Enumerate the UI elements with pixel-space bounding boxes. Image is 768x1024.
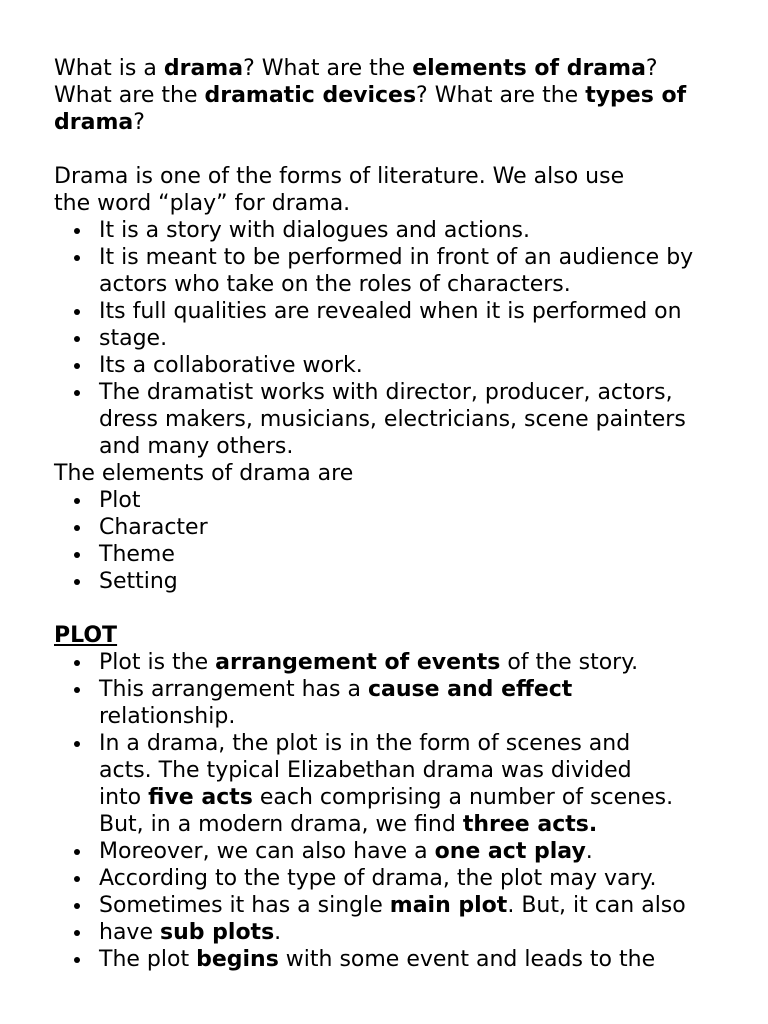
text: Sometimes it has a single [99, 893, 390, 918]
text: with some event and leads to the [278, 947, 656, 972]
list-item [99, 649, 754, 676]
elements-intro: The elements of drama are [54, 461, 354, 486]
bold-text: cause and effect [367, 677, 573, 702]
list-item [99, 919, 754, 946]
list-item [99, 217, 754, 244]
plot-list [54, 649, 754, 973]
list-item [99, 676, 754, 730]
text: have [99, 920, 160, 945]
text: What are the [54, 83, 205, 108]
bold-text: begins [196, 947, 279, 972]
list-item: According to the type of drama, the plot may vary. [99, 865, 754, 892]
text: . [274, 920, 282, 945]
text: relationship. [99, 704, 236, 729]
text: each comprising a number of scenes. [252, 785, 674, 810]
list-item: Setting [99, 568, 754, 595]
list-item [99, 325, 754, 352]
plot-heading: PLOT [54, 623, 118, 648]
text: But, in a modern drama, we find [99, 812, 463, 837]
text: The dramatist works with director, producer, actors, [99, 380, 673, 405]
text: actors who take on the roles of characters. [99, 272, 571, 297]
list-item [99, 379, 754, 460]
intro-questions [54, 55, 754, 136]
list-item: Plot [99, 487, 754, 514]
bold-text: drama [163, 56, 244, 81]
list-item: Character [99, 514, 754, 541]
list-item [99, 244, 754, 298]
spacer [54, 136, 754, 163]
spacer [54, 595, 754, 622]
text: Drama is one of the forms of literature. We also use [54, 164, 625, 189]
list-item [99, 892, 754, 919]
bold-text: types of [585, 83, 687, 108]
text: Its a collaborative work. [99, 353, 363, 378]
bold-text: elements of drama [412, 56, 646, 81]
text: It is a story with dialogues and actions. [99, 218, 531, 243]
text: ? What are the [243, 56, 413, 81]
text: The plot [99, 947, 197, 972]
bold-text: one act play [434, 839, 586, 864]
list-item: Theme [99, 541, 754, 568]
text: Plot is the [99, 650, 216, 675]
text: It is meant to be performed in front of an audience by [99, 245, 694, 270]
bold-text: drama [54, 110, 134, 135]
text: . But, it can also [507, 893, 686, 918]
bold-text: dramatic devices [204, 83, 417, 108]
text: What is a [54, 56, 164, 81]
bold-text: three acts. [462, 812, 598, 837]
list-item [99, 946, 754, 973]
text: stage. [99, 326, 168, 351]
elements-list [54, 487, 754, 595]
bold-text: five acts [148, 785, 253, 810]
definition-list [54, 217, 754, 460]
list-item [99, 730, 754, 838]
text: This arrangement has a [99, 677, 368, 702]
text: Moreover, we can also have a [99, 839, 435, 864]
list-item [99, 298, 754, 325]
text: of the story. [500, 650, 639, 675]
bold-text: sub plots [159, 920, 275, 945]
document-page [54, 55, 754, 973]
text: ? [133, 110, 145, 135]
text: In a drama, the plot is in the form of scenes and [99, 731, 631, 756]
bold-text: main plot [389, 893, 508, 918]
text: the word “play” for drama. [54, 191, 351, 216]
text: acts. The typical Elizabethan drama was divided [99, 758, 632, 783]
text: and many others. [99, 434, 294, 459]
list-item [99, 838, 754, 865]
text: into [99, 785, 149, 810]
text: . [585, 839, 593, 864]
text: dress makers, musicians, electricians, scene painters [99, 407, 686, 432]
list-item [99, 352, 754, 379]
definition-paragraph [54, 163, 754, 217]
bold-text: arrangement of events [215, 650, 501, 675]
text: ? [645, 56, 658, 81]
text: ? What are the [416, 83, 586, 108]
text: Its full qualities are revealed when it is performed on [99, 299, 682, 324]
